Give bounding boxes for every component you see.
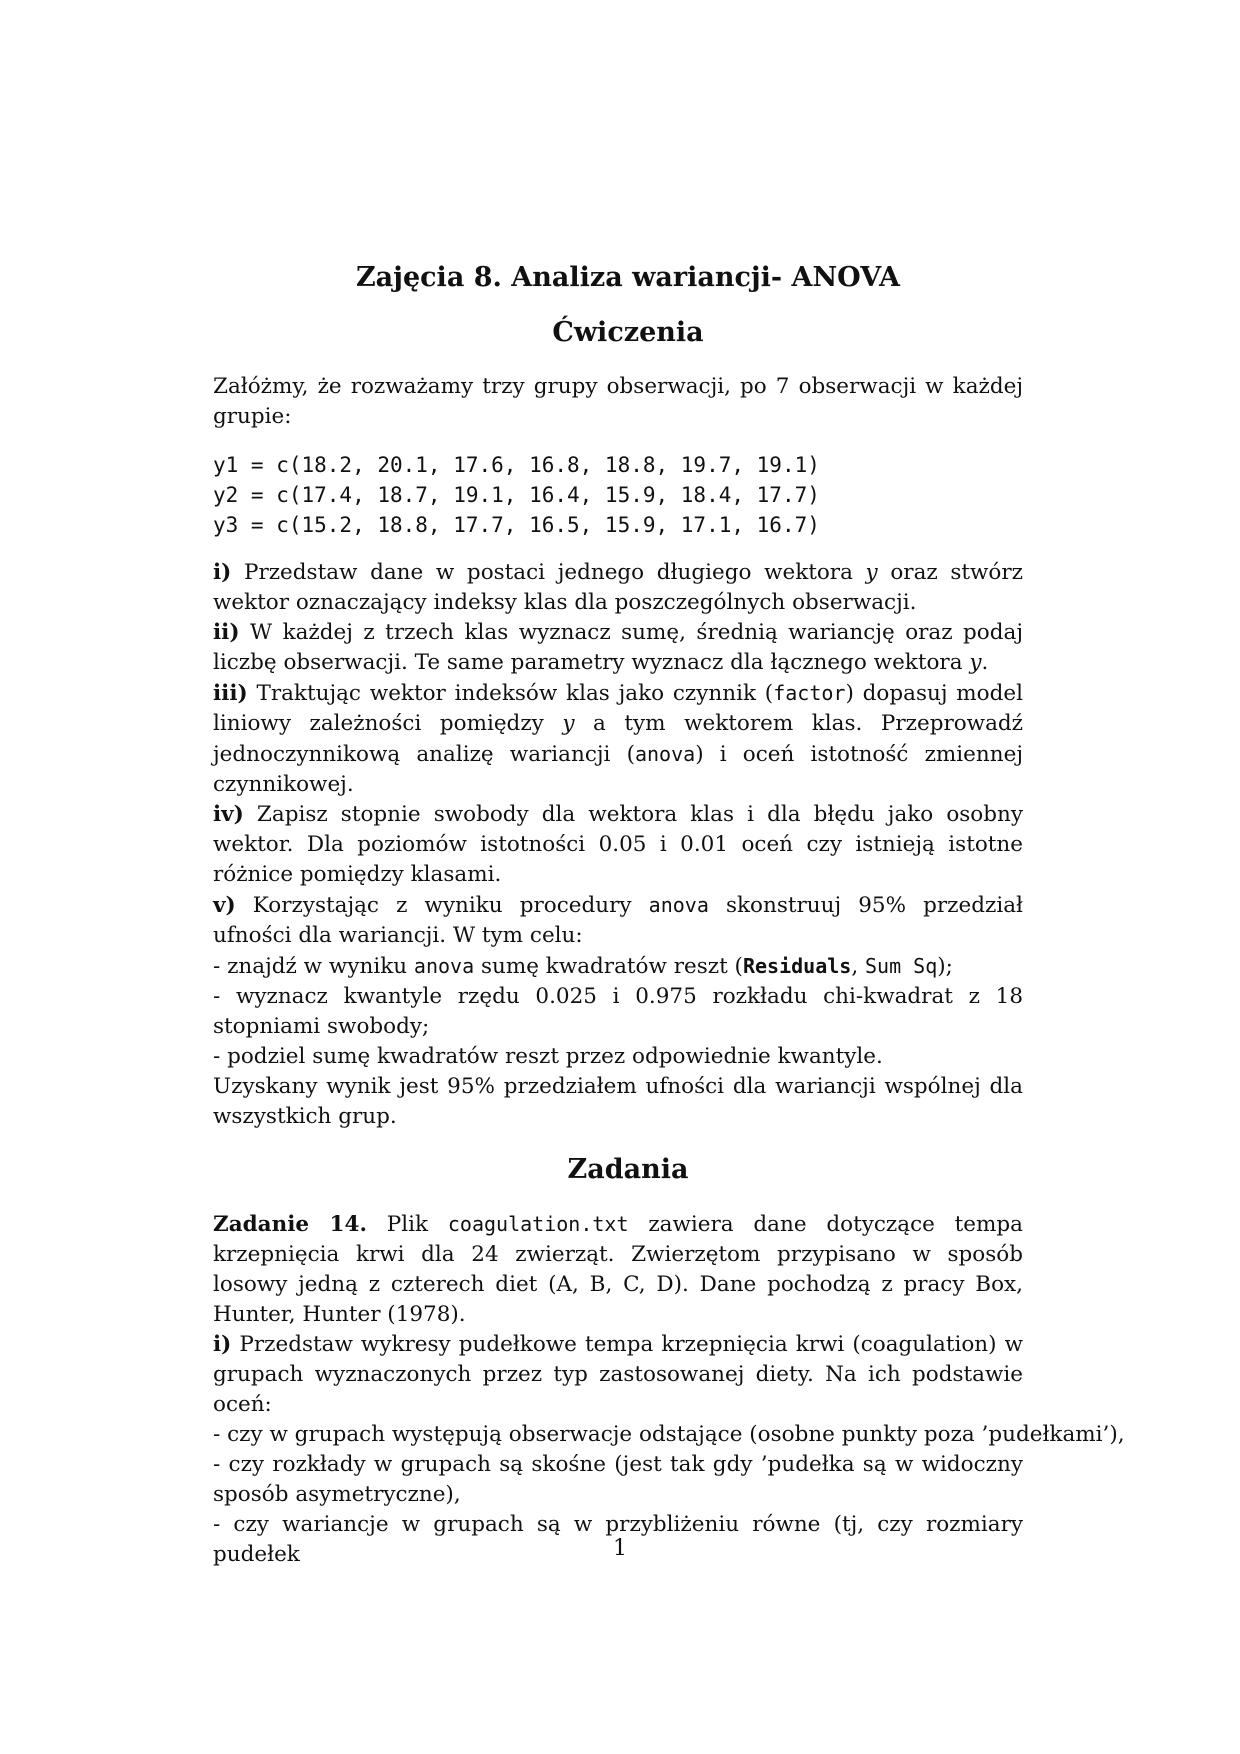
inline-code: Sum Sq: [865, 954, 938, 978]
exercise-text: oraz stwórz wektor oznaczający indeksy klas dla poszczególnych obserwacji.: [213, 560, 1023, 615]
task-bullet: - czy w grupach występują obserwacje odstające (osobne punkty poza ’pudełkami’),: [213, 1422, 1125, 1447]
code-line: y3 = c(15.2, 18.8, 17.7, 16.5, 15.9, 17.1, 16.7): [213, 513, 820, 537]
exercise-label: i): [213, 560, 232, 585]
task-label: i): [213, 1332, 232, 1357]
inline-code: anova: [648, 893, 709, 917]
exercise-iv: [213, 800, 1023, 890]
math-var: y: [865, 560, 878, 585]
page-title: Zajęcia 8. Analiza wariancji- ANOVA: [355, 262, 901, 293]
exercise-label: iv): [213, 802, 244, 827]
exercise-text: Korzystając z wyniku procedury: [235, 893, 649, 918]
task-14-i: [213, 1330, 1023, 1420]
exercise-text: ,: [851, 954, 865, 979]
code-line: y1 = c(18.2, 20.1, 17.6, 16.8, 18.8, 19.7, 19.1): [213, 453, 820, 477]
intro-paragraph: Załóżmy, że rozważamy trzy grupy obserwacji, po 7 obserwacji w każdej grupie:: [213, 374, 1023, 429]
exercise-iii: [213, 678, 1023, 800]
section-heading-exercises: Ćwiczenia: [552, 317, 704, 348]
exercise-text: a tym wektorem klas. Przeprowadź jednoczynnikową analizę wariancji (: [213, 711, 1023, 767]
inline-code: Residuals: [742, 954, 852, 978]
document-page: [213, 262, 1125, 1570]
exercise-label: iii): [213, 681, 248, 706]
exercise-v: [213, 890, 1023, 951]
exercise-label: ii): [213, 620, 240, 645]
exercise-text: W każdej z trzech klas wyznacz sumę, średnią wariancję oraz podaj liczbę obserwacji. Te same parametry wyznacz dla łącznego wektora: [213, 620, 1023, 675]
exercise-text: sumę kwadratów reszt (: [474, 954, 743, 979]
exercise-v-bullet: - podziel sumę kwadratów reszt przez odpowiednie kwantyle.: [213, 1044, 883, 1069]
task-label: Zadanie 14.: [213, 1212, 367, 1237]
exercise-text: Traktując wektor indeksów klas jako czynnik (: [247, 681, 774, 706]
task-bullet: - czy rozkłady w grupach są skośne (jest tak gdy ’pudełka są w widoczny sposób asymetryczne),: [213, 1452, 1023, 1507]
task-text: zawiera dane dotyczące tempa krzepnięcia krwi dla 24 zwierząt. Zwierzętom przypisano w sposób losowy jedną z czterech diet (A, B, C, D). Dane pochodzą z pracy Box, Hunter, Hunter (1978).: [213, 1212, 1023, 1327]
exercise-text: .: [981, 650, 989, 675]
inline-code: anova: [634, 742, 696, 766]
inline-code: factor: [773, 681, 846, 705]
task-text: Przedstaw wykresy pudełkowe tempa krzepnięcia krwi (coagulation) w grupach wyznaczonych przez typ zastosowanej diety. Na ich podstawie oceń:: [213, 1332, 1023, 1417]
exercise-v-bullet: [213, 951, 1023, 982]
exercise-i: [213, 558, 1023, 618]
inline-code: coagulation.txt: [447, 1212, 629, 1236]
code-block: [213, 450, 1023, 540]
task-14-intro: [213, 1209, 1023, 1330]
task-text: Plik: [366, 1212, 448, 1237]
math-var: y: [969, 650, 982, 675]
inline-code: anova: [413, 954, 475, 978]
exercise-v-conclusion: Uzyskany wynik jest 95% przedziałem ufności dla wariancji wspólnej dla wszystkich grup.: [213, 1074, 1023, 1129]
exercise-text: ) i oceń istotność zmiennej czynnikowej.: [213, 742, 1023, 797]
exercise-text: Przedstaw dane w postaci jednego długiego wektora: [231, 560, 866, 585]
exercise-v-bullet: - wyznacz kwantyle rzędu 0.025 i 0.975 rozkładu chi-kwadrat z 18 stopniami swobody;: [213, 984, 1023, 1039]
code-line: y2 = c(17.4, 18.7, 19.1, 16.4, 15.9, 18.4, 17.7): [213, 483, 820, 507]
page-number: 1: [613, 1536, 627, 1561]
exercise-text: Zapisz stopnie swobody dla wektora klas i dla błędu jako osobny wektor. Dla poziomów istotności 0.05 i 0.01 oceń czy istnieją istotne różnice pomiędzy klasami.: [213, 802, 1023, 887]
section-heading-tasks: Zadania: [567, 1154, 689, 1185]
math-var: y: [562, 711, 575, 736]
task-bullet: - czy wariancje w grupach są w przybliżeniu równe (tj, czy rozmiary pudełek: [213, 1512, 1023, 1567]
exercise-label: v): [213, 893, 236, 918]
exercise-ii: [213, 618, 1023, 678]
exercise-text: ) dopasuj model liniowy zależności pomiędzy: [213, 681, 1023, 736]
exercise-text: - znajdź w wyniku: [213, 954, 414, 979]
exercise-text: skonstruuj 95% przedział ufności dla wariancji. W tym celu:: [213, 893, 1023, 948]
exercise-text: );: [937, 954, 953, 979]
